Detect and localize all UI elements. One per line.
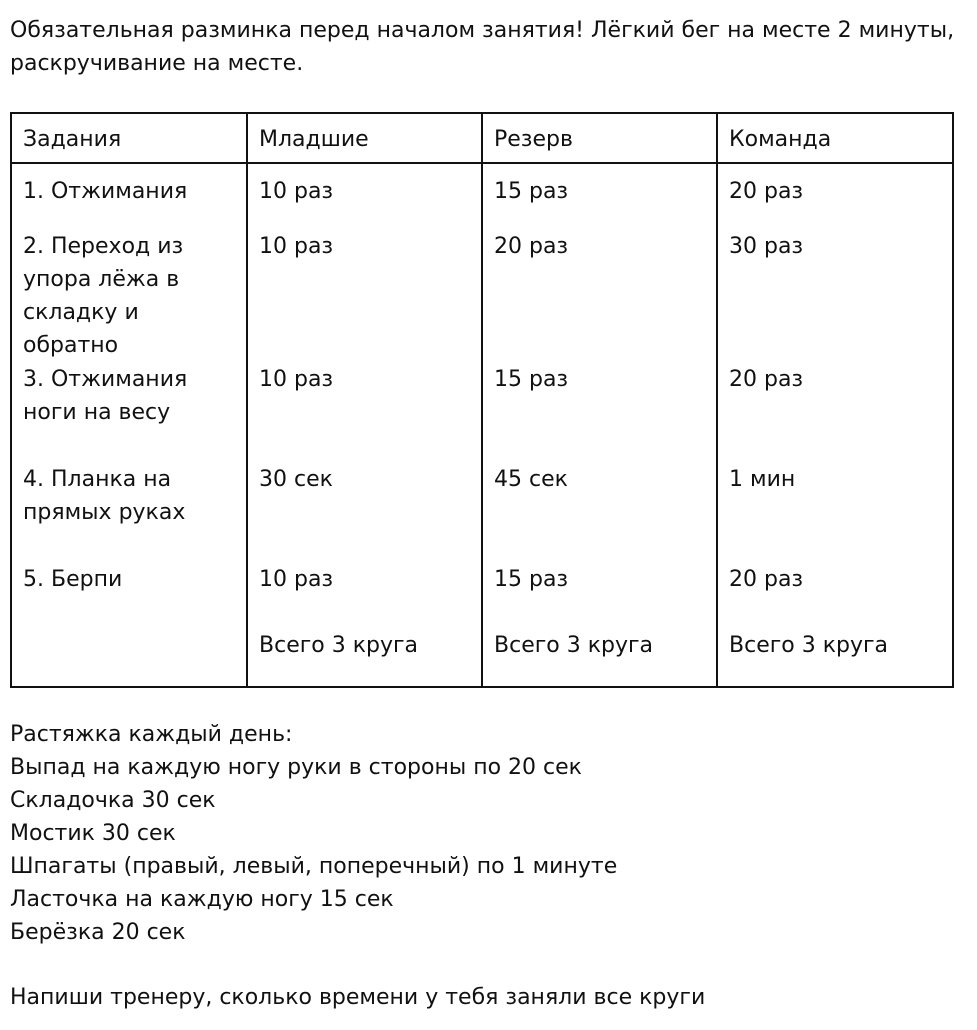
reserve-cell: 15 раз [482, 563, 717, 629]
table-row [11, 563, 953, 629]
task-line: ноги на весу [23, 400, 171, 425]
intro-line-1: Обязательная разминка перед началом занятия! Лёгкий бег на месте 2 минуты, [10, 18, 955, 43]
task-line: 5. Берпи [23, 567, 123, 592]
header-junior: Младшие [247, 113, 482, 163]
reserve-cell: 45 сек [482, 463, 717, 563]
junior-cell: 10 раз [247, 163, 482, 230]
intro-line-2: раскручивание на месте. [10, 51, 304, 76]
junior-cell: 30 сек [247, 463, 482, 563]
table-row [11, 230, 953, 363]
task-line: прямых руках [23, 500, 186, 525]
stretch-item: Мостик 30 сек [10, 821, 176, 846]
stretch-item: Ласточка на каждую ногу 15 сек [10, 887, 394, 912]
stretch-item: Выпад на каждую ногу руки в стороны по 20 сек [10, 755, 582, 780]
junior-cell: 10 раз [247, 563, 482, 629]
task-line: 1. Отжимания [23, 179, 188, 204]
totals-task-cell [11, 629, 247, 687]
task-cell [11, 230, 247, 363]
task-line: складку и обратно [23, 300, 139, 358]
team-cell: 20 раз [717, 163, 953, 230]
totals-junior-cell: Всего 3 круга [247, 629, 482, 687]
task-cell [11, 563, 247, 629]
team-cell: 30 раз [717, 230, 953, 363]
totals-team-cell: Всего 3 круга [717, 629, 953, 687]
table-header-row [11, 113, 953, 163]
task-cell [11, 463, 247, 563]
team-cell: 20 раз [717, 363, 953, 463]
outro-text: Напиши тренеру, сколько времени у тебя заняли все круги [10, 985, 706, 1010]
header-team: Команда [717, 113, 953, 163]
totals-reserve-cell: Всего 3 круга [482, 629, 717, 687]
header-reserve: Резерв [482, 113, 717, 163]
reserve-cell: 15 раз [482, 163, 717, 230]
table-row [11, 363, 953, 463]
task-line: 3. Отжимания [23, 367, 188, 392]
team-cell: 20 раз [717, 563, 953, 629]
stretch-title: Растяжка каждый день: [10, 722, 293, 747]
task-cell [11, 163, 247, 230]
table-row [11, 463, 953, 563]
junior-cell: 10 раз [247, 363, 482, 463]
table-row [11, 163, 953, 230]
task-line: 4. Планка на [23, 467, 172, 492]
stretch-item: Складочка 30 сек [10, 788, 216, 813]
reserve-cell: 20 раз [482, 230, 717, 363]
reserve-cell: 15 раз [482, 363, 717, 463]
stretch-item: Берёзка 20 сек [10, 920, 186, 945]
intro-paragraph [10, 14, 965, 80]
team-cell: 1 мин [717, 463, 953, 563]
task-cell [11, 363, 247, 463]
stretch-list [10, 718, 965, 949]
table-totals-row [11, 629, 953, 687]
header-tasks: Задания [11, 113, 247, 163]
task-line: 2. Переход из [23, 234, 184, 259]
stretch-item: Шпагаты (правый, левый, поперечный) по 1 минуте [10, 854, 618, 879]
workout-table [10, 112, 954, 688]
junior-cell: 10 раз [247, 230, 482, 363]
task-line: упора лёжа в [23, 267, 180, 292]
